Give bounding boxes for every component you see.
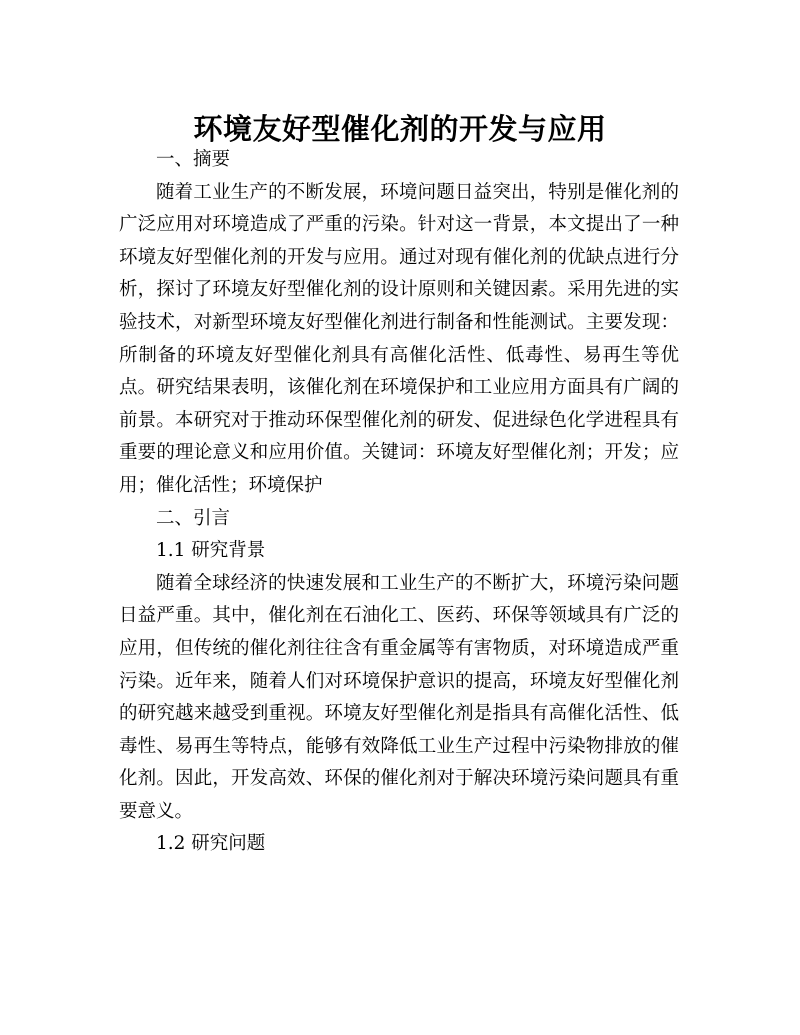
background-paragraph: 随着全球经济的快速发展和工业生产的不断扩大，环境污染问题日益严重。其中，催化剂在石油化工、医药、环保等领域具有广泛的应用，但传统的催化剂往往含有重金属等有害物质，对环境造成严重污染。近年来，随着人们对环境保护意识的提高，环境友好型催化剂的研究越来越受到重视。环境友好型催化剂是指具有高催化活性、低毒性、易再生等特点，能够有效降低工业生产过程中污染物排放的催化剂。因此，开发高效、环保的催化剂对于解决环境污染问题具有重要意义。: [119, 572, 679, 822]
subsection-heading-research-question: 1.2 研究问题: [156, 833, 266, 855]
document-title: 环境友好型催化剂的开发与应用: [193, 112, 607, 147]
section-heading-abstract: 一、摘要: [156, 149, 231, 170]
abstract-paragraph: 随着工业生产的不断发展，环境问题日益突出，特别是催化剂的广泛应用对环境造成了严重的污染。针对这一背景，本文提出了一种环境友好型催化剂的开发与应用。通过对现有催化剂的优缺点进行分析，探讨了环境友好型催化剂的设计原则和关键因素。采用先进的实验技术，对新型环境友好型催化剂进行制备和性能测试。主要发现：所制备的环境友好型催化剂具有高催化活性、低毒性、易再生等优点。研究结果表明，该催化剂在环境保护和工业应用方面具有广阔的前景。本研究对于推动环保型催化剂的研发、促进绿色化学进程具有重要的理论意义和应用价值。关键词：环境友好型催化剂；开发；应用；催化活性；环境保护: [119, 181, 679, 496]
document-body: [119, 144, 679, 861]
subsection-heading-background: 1.1 研究背景: [156, 540, 266, 562]
section-heading-introduction: 二、引言: [156, 507, 231, 529]
